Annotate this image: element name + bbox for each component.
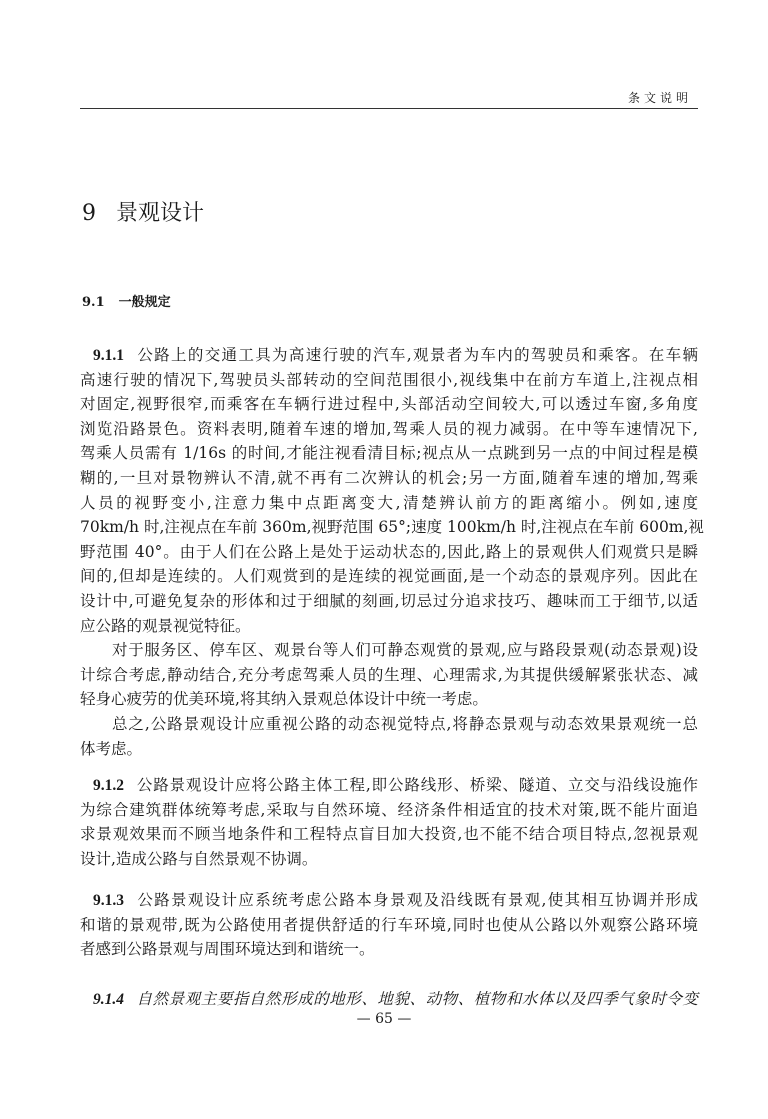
text-line: 糊的,一旦对景物辨认不清,就不再有二次辨认的机会;另一方面,随着车速的增加,驾乘 (80, 468, 698, 487)
section-heading (82, 291, 171, 310)
text-line: 高速行驶的情况下,驾驶员头部转动的空间范围很小,视线集中在前方车道上,注视点相 (80, 370, 698, 389)
clause-9-1-4 (80, 987, 698, 1012)
text-line: 公路景观设计应将公路主体工程,即公路线形、桥梁、隧道、立交与沿线设施作 (136, 776, 698, 794)
running-header: 条文说明 (627, 91, 692, 105)
text-line: 计综合考虑,静动结合,充分考虑驾乘人员的生理、心理需求,为其提供缓解紧张状态、减 (80, 665, 698, 684)
clause-9-1-2 (80, 773, 698, 871)
chapter-heading (82, 196, 204, 227)
text-line: 者感到公路景观与周围环境达到和谐统一。 (80, 940, 375, 959)
text-line: 70km/h 时,注视点在车前 360m,视野范围 65°;速度 100km/h 时,注视点在车前 600m,视 (80, 518, 704, 537)
section-title: 一般规定 (118, 295, 171, 310)
text-line: 设计中,可避免复杂的形体和过于细腻的刻画,切忌过分追求技巧、趣味而工于细节,以适 (80, 591, 698, 610)
text-line: 应公路的观景视觉特征。 (80, 616, 251, 635)
text-line: 总之,公路景观设计应重视公路的动态视觉特点,将静态景观与动态效果景观统一总 (112, 714, 698, 733)
clause-first-line (80, 773, 698, 798)
text-line: 对固定,视野很窄,而乘客在车辆行进过程中,头部活动空间较大,可以透过车窗,多角度 (80, 395, 698, 414)
clause-first-line (80, 343, 698, 368)
text-line: 公路上的交通工具为高速行驶的汽车,观景者为车内的驾驶员和乘客。在车辆 (136, 346, 698, 364)
text-line: 设计,造成公路与自然景观不协调。 (80, 849, 318, 868)
clause-9-1-3 (80, 888, 698, 962)
text-line: 间的,但却是连续的。人们观赏到的是连续的视觉画面,是一个动态的景观序列。因此在 (80, 567, 698, 586)
page-number: — 65 — (356, 1011, 412, 1027)
clause-first-line (80, 888, 698, 913)
clause-number: 9.1.1 (93, 347, 124, 364)
text-line: 野范围 40°。由于人们在公路上是处于运动状态的,因此,路上的景观供人们观赏只是瞬 (80, 542, 698, 561)
clause-first-line (80, 987, 698, 1012)
text-line: 自然景观主要指自然形成的地形、地貌、动物、植物和水体以及四季气象时令变 (136, 990, 698, 1008)
text-line: 人员的视野变小,注意力集中点距离变大,清楚辨认前方的距离缩小。例如,速度 (80, 493, 698, 512)
text-line: 驾乘人员需有 1/16s 的时间,才能注视看清目标;视点从一点跳到另一点的中间过程是模 (80, 444, 698, 463)
text-line: 对于服务区、停车区、观景台等人们可静态观赏的景观,应与路段景观(动态景观)设 (112, 641, 698, 660)
text-line: 轻身心疲劳的优美环境,将其纳入景观总体设计中统一考虑。 (80, 690, 488, 709)
chapter-title: 景观设计 (116, 201, 205, 226)
clause-number: 9.1.4 (93, 991, 124, 1008)
chapter-number: 9 (82, 201, 96, 226)
clause-number: 9.1.3 (93, 892, 124, 909)
text-line: 和谐的景观带,既为公路使用者提供舒适的行车环境,同时也使从公路以外观察公路环境 (80, 915, 698, 934)
text-line: 为综合建筑群体统筹考虑,采取与自然环境、经济条件相适宜的技术对策,既不能片面追 (80, 800, 698, 819)
text-line: 公路景观设计应系统考虑公路本身景观及沿线既有景观,使其相互协调并形成 (136, 891, 698, 909)
text-line: 体考虑。 (80, 739, 143, 758)
clause-9-1-1 (80, 343, 704, 761)
header-rule (80, 108, 698, 109)
text-line: 浏览沿路景色。资料表明,随着车速的增加,驾乘人员的视力减弱。在中等车速情况下, (80, 419, 698, 438)
section-number: 9.1 (82, 295, 105, 310)
clause-number: 9.1.2 (93, 777, 124, 794)
text-line: 求景观效果而不顾当地条件和工程特点盲目加大投资,也不能不结合项目特点,忽视景观 (80, 825, 698, 844)
